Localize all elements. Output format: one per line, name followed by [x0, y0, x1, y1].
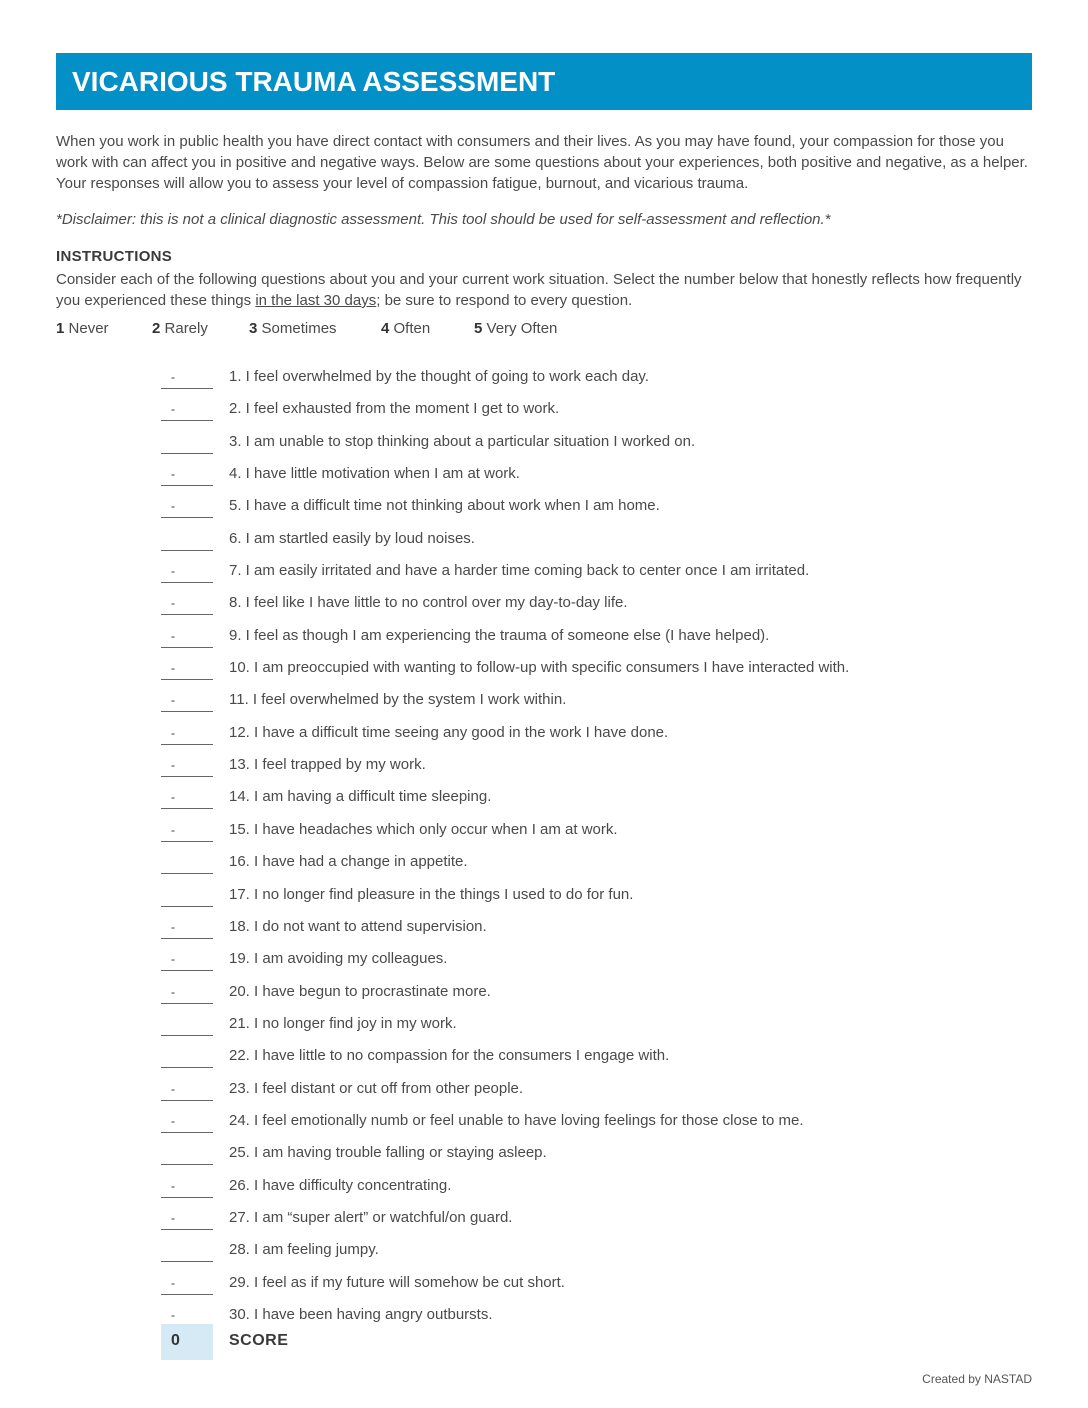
answer-field[interactable]	[161, 467, 213, 486]
question-text: 5. I have a difficult time not thinking about work when I am home.	[229, 497, 660, 515]
answer-value: -	[171, 628, 175, 643]
answer-field[interactable]	[161, 758, 213, 777]
answer-value: -	[171, 402, 175, 417]
answer-field[interactable]	[161, 532, 213, 551]
page-title: VICARIOUS TRAUMA ASSESSMENT	[72, 66, 556, 97]
disclaimer: *Disclaimer: this is not a clinical diagnostic assessment. This tool should be used for self-assessment and reflection.*	[56, 211, 831, 228]
question-row	[161, 884, 1041, 916]
answer-field[interactable]	[161, 1243, 213, 1262]
question-row	[161, 592, 1041, 624]
question-row	[161, 431, 1041, 463]
question-row	[161, 689, 1041, 721]
scale-label: Never	[68, 320, 109, 337]
question-text: 21. I no longer find joy in my work.	[229, 1014, 457, 1032]
answer-value: -	[171, 1210, 175, 1225]
question-text: 4. I have little motivation when I am at work.	[229, 465, 520, 483]
scale-label: Often	[393, 320, 431, 337]
score-row	[161, 1324, 561, 1360]
question-row	[161, 948, 1041, 980]
answer-value: -	[171, 919, 175, 934]
answer-field[interactable]	[161, 1017, 213, 1036]
answer-field[interactable]	[161, 790, 213, 809]
question-text: 23. I feel distant or cut off from other people.	[229, 1079, 524, 1097]
question-text: 16. I have had a change in appetite.	[229, 853, 468, 871]
scale-label: Very Often	[486, 320, 558, 337]
question-row	[161, 819, 1041, 851]
answer-field[interactable]	[161, 402, 213, 421]
answer-value: -	[171, 661, 175, 676]
answer-value: -	[171, 693, 175, 708]
answer-field[interactable]	[161, 661, 213, 680]
question-text: 19. I am avoiding my colleagues.	[229, 950, 448, 968]
answer-value: -	[171, 370, 175, 384]
scale-item	[249, 320, 337, 337]
question-row	[161, 851, 1041, 883]
scale-number: 4	[381, 320, 390, 337]
question-list	[161, 366, 1041, 1336]
question-row	[161, 528, 1041, 560]
question-text: 9. I feel as though I am experiencing the trauma of someone else (I have helped).	[229, 626, 770, 644]
score-field[interactable]	[161, 1324, 213, 1360]
answer-value: -	[171, 952, 175, 967]
question-row	[161, 1272, 1041, 1304]
instructions-underlined: in the last 30 days	[255, 292, 377, 309]
question-row	[161, 981, 1041, 1013]
question-text: 18. I do not want to attend supervision.	[229, 917, 487, 935]
scale-number: 3	[249, 320, 258, 337]
question-row	[161, 916, 1041, 948]
answer-field[interactable]	[161, 1211, 213, 1230]
answer-field[interactable]	[161, 370, 213, 389]
answer-field[interactable]	[161, 726, 213, 745]
answer-field[interactable]	[161, 855, 213, 874]
answer-field[interactable]	[161, 888, 213, 907]
answer-field[interactable]	[161, 1146, 213, 1165]
answer-value: -	[171, 984, 175, 999]
answer-value: -	[171, 725, 175, 740]
answer-field[interactable]	[161, 1114, 213, 1133]
instructions-text-after: ; be sure to respond to every question.	[376, 292, 633, 309]
answer-value: -	[171, 1081, 175, 1096]
question-row	[161, 560, 1041, 592]
question-text: 2. I feel exhausted from the moment I get to work.	[229, 400, 560, 418]
question-row	[161, 1110, 1041, 1142]
question-text: 29. I feel as if my future will somehow be cut short.	[229, 1273, 565, 1291]
question-text: 24. I feel emotionally numb or feel unable to have loving feelings for those close to me.	[229, 1111, 804, 1129]
question-row	[161, 398, 1041, 430]
instructions-text-before: Consider each of the following questions about you and your current work situation. Select the number below that honestly reflects how frequently you experienced these things	[56, 271, 1022, 309]
answer-value: -	[171, 1307, 175, 1322]
answer-field[interactable]	[161, 1276, 213, 1295]
question-row	[161, 1078, 1041, 1110]
question-row	[161, 1239, 1041, 1271]
scale-item	[56, 320, 109, 337]
question-row	[161, 754, 1041, 786]
question-text: 3. I am unable to stop thinking about a particular situation I worked on.	[229, 432, 696, 450]
question-text: 10. I am preoccupied with wanting to follow-up with specific consumers I have interacted with.	[229, 659, 850, 677]
instructions-heading: INSTRUCTIONS	[56, 248, 173, 265]
answer-value: -	[171, 1113, 175, 1128]
question-row	[161, 657, 1041, 689]
answer-value: -	[171, 790, 175, 805]
question-row	[161, 495, 1041, 527]
answer-field[interactable]	[161, 920, 213, 939]
question-text: 13. I feel trapped by my work.	[229, 756, 426, 774]
title-banner	[56, 53, 1032, 110]
answer-value: -	[171, 564, 175, 579]
answer-value: -	[171, 1178, 175, 1193]
question-text: 15. I have headaches which only occur when I am at work.	[229, 820, 618, 838]
question-row	[161, 786, 1041, 818]
answer-field[interactable]	[161, 629, 213, 648]
question-text: 27. I am “super alert” or watchful/on guard.	[229, 1208, 513, 1226]
question-row	[161, 366, 1041, 398]
scale-item	[381, 320, 430, 337]
answer-value: -	[171, 758, 175, 773]
answer-field[interactable]	[161, 435, 213, 454]
question-row	[161, 1045, 1041, 1077]
question-row	[161, 1013, 1041, 1045]
score-label: SCORE	[229, 1332, 289, 1349]
footer-credit: Created by NASTAD	[922, 1372, 1032, 1386]
scale-label: Sometimes	[261, 320, 337, 337]
question-text: 17. I no longer find pleasure in the things I used to do for fun.	[229, 885, 634, 903]
question-text: 28. I am feeling jumpy.	[229, 1241, 379, 1259]
question-text: 26. I have difficulty concentrating.	[229, 1176, 452, 1194]
question-row	[161, 1175, 1041, 1207]
question-text: 30. I have been having angry outbursts.	[229, 1305, 493, 1323]
question-text: 14. I am having a difficult time sleeping.	[229, 788, 492, 806]
question-row	[161, 625, 1041, 657]
scale-number: 2	[152, 320, 161, 337]
answer-field[interactable]	[161, 564, 213, 583]
answer-field[interactable]	[161, 1179, 213, 1198]
answer-value: -	[171, 596, 175, 611]
scale-item	[474, 320, 557, 337]
answer-field[interactable]	[161, 1049, 213, 1068]
question-row	[161, 1142, 1041, 1174]
question-text: 11. I feel overwhelmed by the system I work within.	[229, 691, 567, 709]
answer-field[interactable]	[161, 693, 213, 712]
question-text: 8. I feel like I have little to no control over my day-to-day life.	[229, 594, 628, 612]
answer-field[interactable]	[161, 985, 213, 1004]
question-text: 25. I am having trouble falling or staying asleep.	[229, 1144, 547, 1162]
answer-field[interactable]	[161, 596, 213, 615]
instructions-text	[56, 269, 1036, 311]
scale-item	[152, 320, 208, 337]
question-row	[161, 1207, 1041, 1239]
question-text: 1. I feel overwhelmed by the thought of going to work each day.	[229, 368, 649, 385]
question-text: 22. I have little to no compassion for the consumers I engage with.	[229, 1047, 670, 1065]
answer-value: -	[171, 467, 175, 482]
scale-number: 5	[474, 320, 483, 337]
answer-field[interactable]	[161, 823, 213, 842]
question-text: 6. I am startled easily by loud noises.	[229, 529, 475, 547]
answer-field[interactable]	[161, 952, 213, 971]
answer-value: -	[171, 499, 175, 514]
answer-value: -	[171, 1275, 175, 1290]
score-value: 0	[171, 1332, 180, 1349]
intro-paragraph: When you work in public health you have direct contact with consumers and their lives. As you may have found, your compassion for those you work with can affect you in positive and negative ways. Below are some questions about your experiences, both positive and negative, as a helper. Your responses will allow you to assess your level of compassion fatigue, burnout, and vicarious trauma.	[56, 133, 1028, 192]
question-text: 20. I have begun to procrastinate more.	[229, 982, 491, 1000]
answer-value: -	[171, 822, 175, 837]
question-text: 12. I have a difficult time seeing any good in the work I have done.	[229, 723, 669, 741]
question-row	[161, 463, 1041, 495]
answer-field[interactable]	[161, 1082, 213, 1101]
question-text: 7. I am easily irritated and have a harder time coming back to center once I am irritated.	[229, 562, 810, 580]
scale-number: 1	[56, 320, 65, 337]
answer-field[interactable]	[161, 499, 213, 518]
question-row	[161, 722, 1041, 754]
scale-label: Rarely	[164, 320, 208, 337]
